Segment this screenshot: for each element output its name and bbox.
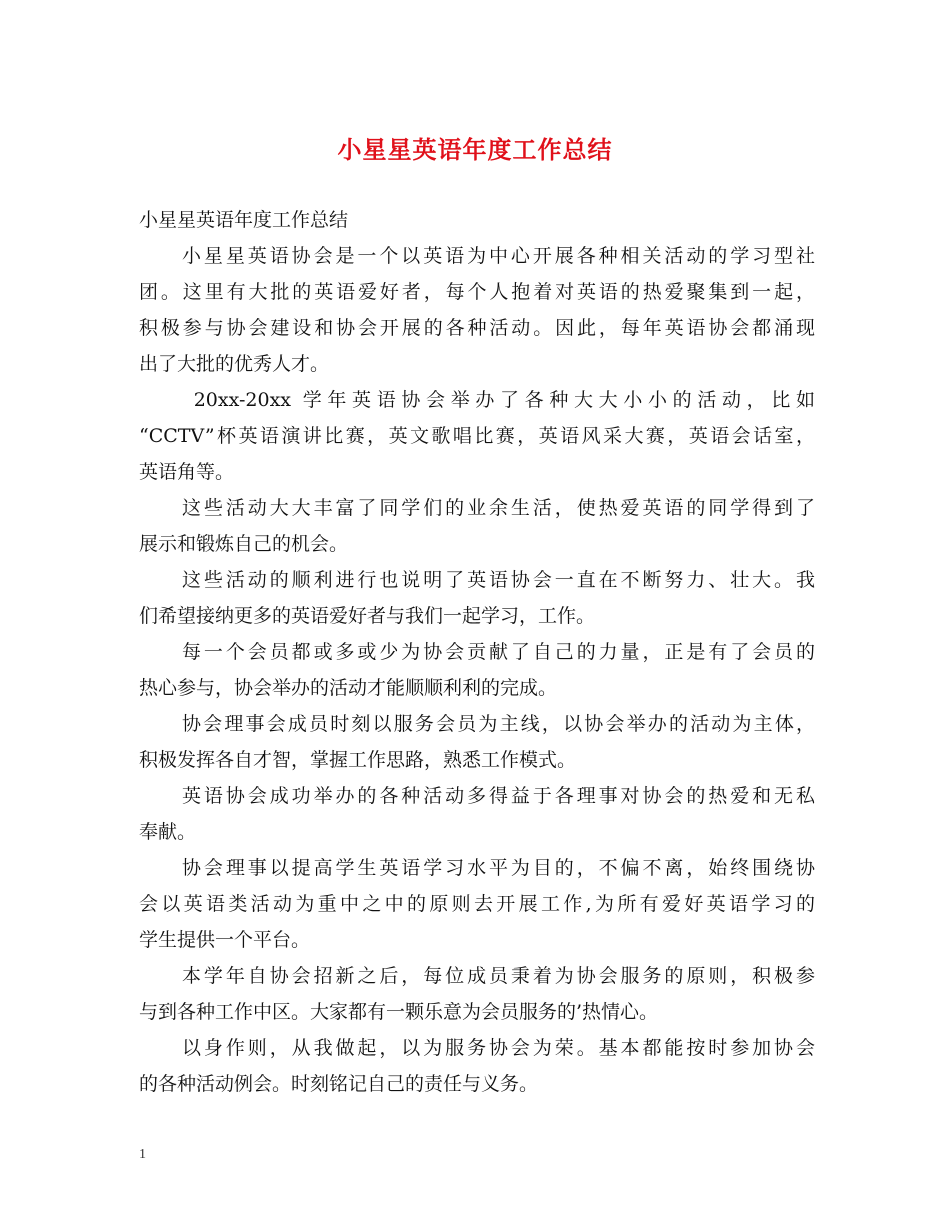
page-number: 1 (139, 1147, 146, 1162)
paragraph-line: 展示和锻炼自己的机会。 (139, 533, 349, 555)
paragraph-line: 奉献。 (139, 821, 197, 843)
paragraph-line: 这些活动大大丰富了同学们的业余生活，使热爱英语的同学得到了 (182, 497, 815, 519)
paragraph-line: 积极参与协会建设和协会开展的各种活动。因此，每年英语协会都涌现 (139, 317, 815, 339)
subtitle-line: 小星星英语年度工作总结 (139, 209, 349, 231)
paragraph-line: 们希望接纳更多的英语爱好者与我们一起学习，工作。 (139, 605, 596, 627)
document-title: 小星星英语年度工作总结 (337, 135, 613, 164)
paragraph-line: 热心参与，协会举办的活动才能顺顺利利的完成。 (139, 677, 558, 699)
paragraph-line: 20xx-20xx 学年英语协会举办了各种大大小小的活动，比如 (182, 389, 815, 411)
paragraph-line: 团。这里有大批的英语爱好者，每个人抱着对英语的热爱聚集到一起， (139, 281, 815, 303)
paragraph-line: 英语角等。 (139, 461, 235, 483)
document-body (139, 202, 815, 1102)
paragraph-line: 会以英语类活动为重中之中的原则去开展工作,为所有爱好英语学习的 (139, 893, 815, 915)
paragraph-line: 本学年自协会招新之后，每位成员秉着为协会服务的原则，积极参 (182, 965, 815, 987)
paragraph-line: 的各种活动例会。时刻铭记自己的责任与义务。 (139, 1073, 539, 1095)
paragraph-line: 协会理事会成员时刻以服务会员为主线，以协会举办的活动为主体， (182, 713, 815, 735)
paragraph-line: 出了大批的优秀人才。 (139, 353, 330, 375)
paragraph-line: 协会理事以提高学生英语学习水平为目的，不偏不离，始终围绕协 (182, 857, 815, 879)
paragraph-line: 每一个会员都或多或少为协会贡献了自己的力量，正是有了会员的 (182, 641, 815, 663)
paragraph-line: “CCTV”杯英语演讲比赛，英文歌唱比赛，英语风采大赛，英语会话室， (139, 425, 815, 447)
paragraph-line: 以身作则，从我做起，以为服务协会为荣。基本都能按时参加协会 (182, 1037, 815, 1059)
paragraph-line: 与到各种工作中区。大家都有一颗乐意为会员服务的’热情心。 (139, 1001, 659, 1023)
paragraph-line: 小星星英语协会是一个以英语为中心开展各种相关活动的学习型社 (182, 245, 815, 267)
paragraph-line: 英语协会成功举办的各种活动多得益于各理事对协会的热爱和无私 (182, 785, 815, 807)
paragraph-line: 积极发挥各自才智，掌握工作思路，熟悉工作模式。 (139, 749, 577, 771)
paragraph-line: 学生提供一个平台。 (139, 929, 311, 951)
paragraph-line: 这些活动的顺利进行也说明了英语协会一直在不断努力、壮大。我 (182, 569, 815, 591)
